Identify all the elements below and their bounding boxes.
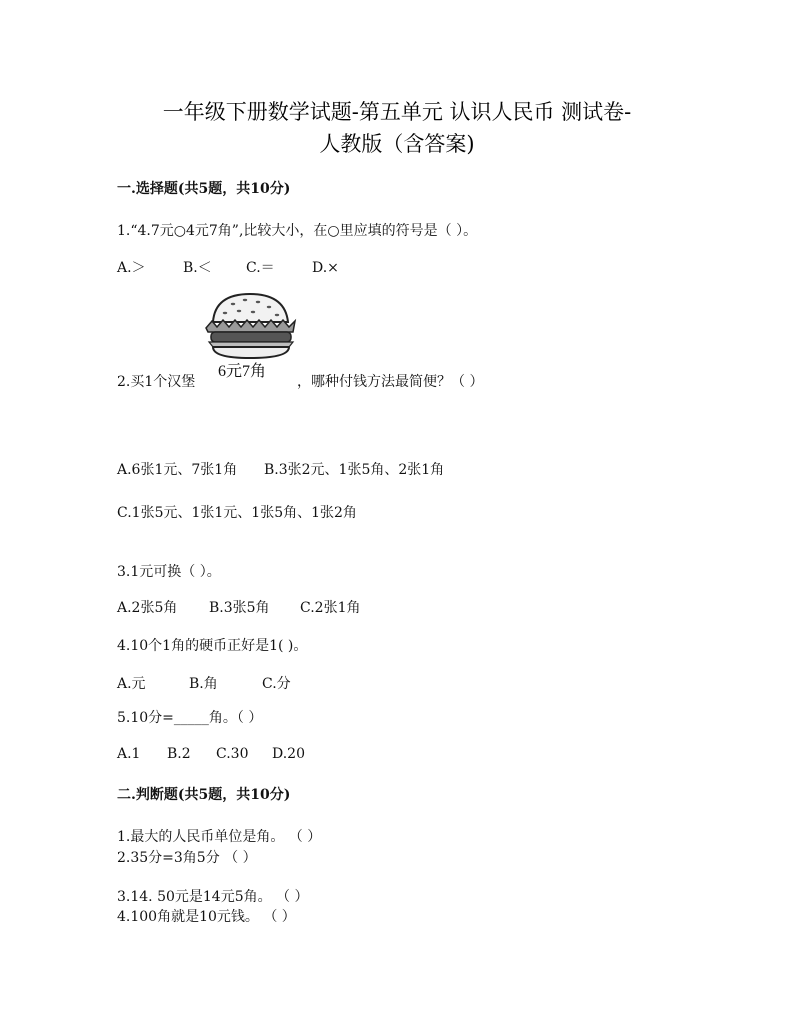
judge-question-3: 3.14. 50元是14元5角。 （ ）: [117, 889, 309, 905]
option-b: B.2: [167, 746, 191, 762]
option-b: B.3张5角: [209, 600, 270, 616]
option-d: D.20: [272, 746, 305, 762]
question-4: 4.10个1角的硬币正好是1( )。: [117, 638, 308, 654]
section-heading-choice: 一.选择题(共5题，共10分): [117, 181, 291, 197]
option-c: C.1张5元、1张1元、1张5角、1张2角: [117, 505, 357, 521]
judge-question-1: 1.最大的人民币单位是角。 （ ）: [117, 829, 322, 845]
option-d: D.×: [312, 260, 339, 276]
option-c: C.2张1角: [300, 600, 361, 616]
option-b: B.3张2元、1张5角、2张1角: [264, 462, 445, 478]
question-2: 2.买1个汉堡: [117, 374, 196, 390]
option-c: C.30: [216, 746, 249, 762]
option-c: C.分: [262, 676, 291, 692]
option-a: A.1: [117, 746, 141, 762]
judge-question-4: 4.100角就是10元钱。 （ ）: [117, 909, 296, 925]
question-5: 5.10分=_____角。（ ）: [117, 710, 263, 726]
question-2-suffix: ，哪种付钱方法最简便？（ ）: [297, 374, 484, 390]
option-b: B.角: [189, 676, 218, 692]
option-a: A.元: [117, 676, 146, 692]
option-a: A.＞: [117, 260, 146, 276]
price-label: 6元7角: [218, 363, 267, 380]
section-heading-judge: 二.判断题(共5题，共10分): [117, 787, 291, 803]
page-title-line1: 一年级下册数学试题-第五单元 认识人民币 测试卷-: [162, 100, 632, 124]
option-b: B.＜: [183, 260, 212, 276]
option-a: A.2张5角: [117, 600, 178, 616]
page-title-line2: 人教版（含答案): [319, 132, 475, 156]
question-3: 3.1元可换（ ）。: [117, 564, 221, 580]
question-1: 1.“4.7元○4元7角”,比较大小，在○里应填的符号是（ ）。: [117, 223, 478, 239]
option-c: C.＝: [246, 260, 275, 276]
judge-question-2: 2.35分=3角5分 （ ）: [117, 850, 257, 866]
option-a: A.6张1元、7张1角: [117, 462, 238, 478]
